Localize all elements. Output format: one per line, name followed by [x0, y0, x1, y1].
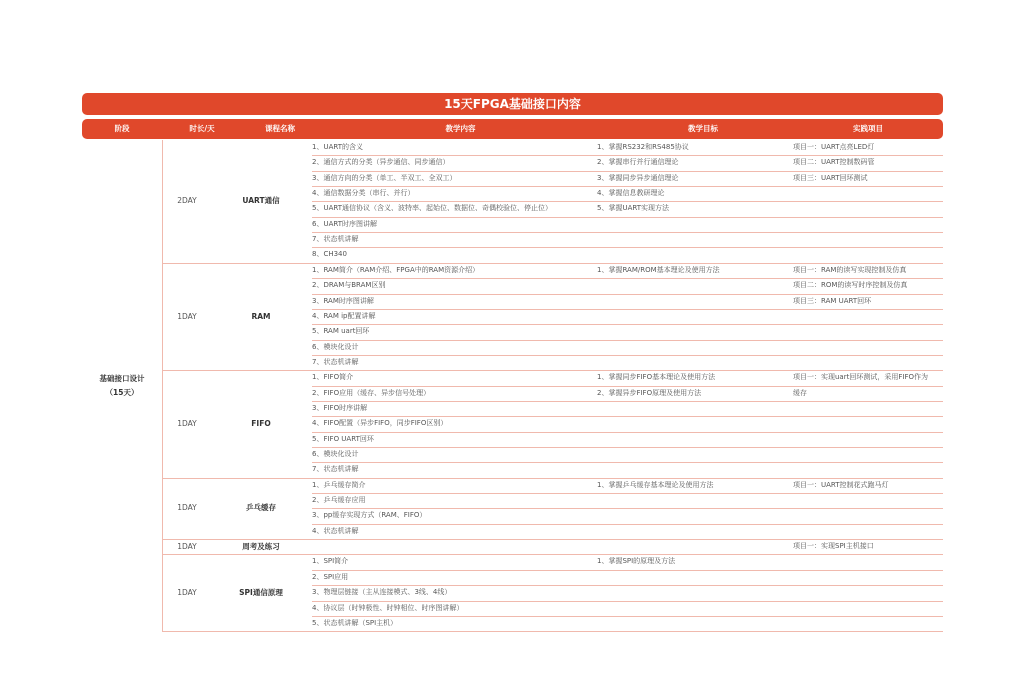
- goal-cell: [597, 493, 789, 508]
- goal-cell: 2、掌握串行并行通信理论: [597, 158, 679, 167]
- content-cell: 4、FIFO配置（异步FIFO，同步FIFO区别）: [312, 419, 448, 428]
- project-cell: [793, 416, 943, 431]
- project-cell: 项目一：实现SPI主机接口: [793, 542, 874, 551]
- goal-cell: [597, 217, 789, 232]
- goal-cell: [597, 447, 789, 462]
- header-stage: 阶段: [114, 124, 130, 133]
- content-cell: 8、CH340: [312, 250, 347, 259]
- goal-cell: [597, 508, 789, 523]
- goal-cell: [597, 278, 789, 293]
- content-cell: 6、模块化设计: [312, 342, 359, 351]
- duration-cell: 1DAY: [177, 311, 197, 321]
- project-cell: [793, 186, 943, 201]
- goal-cell: [597, 309, 789, 324]
- project-cell: [793, 309, 943, 324]
- course-name-cell: 周考及练习: [242, 541, 280, 551]
- project-cell: [793, 355, 943, 370]
- project-cell: 项目一：RAM的读写实现控制及仿真: [793, 265, 907, 274]
- content-cell: 4、通信数据分类（串行、并行）: [312, 189, 415, 198]
- project-cell: 项目一：UART控制花式跑马灯: [793, 480, 889, 489]
- course-name-cell: RAM: [251, 311, 271, 321]
- course-name-cell: UART通信: [242, 196, 280, 206]
- project-cell: [793, 247, 943, 262]
- goal-cell: 1、掌握RAM/ROM基本理论及使用方法: [597, 265, 720, 274]
- content-cell: 4、协议层（时钟极性、时钟相位、时序图讲解）: [312, 603, 464, 612]
- project-cell: [793, 340, 943, 355]
- goal-cell: [597, 601, 789, 616]
- project-cell: [793, 401, 943, 416]
- goal-cell: 1、掌握SPI的原理及方法: [597, 557, 676, 566]
- content-cell: 5、RAM uart回环: [312, 327, 370, 336]
- content-cell: 6、模块化设计: [312, 450, 359, 458]
- content-cell: 1、SPI简介: [312, 557, 349, 566]
- project-cell: [793, 232, 943, 247]
- project-cell: 项目三：UART回环测试: [793, 173, 868, 182]
- stage-days: （15天）: [105, 387, 139, 397]
- content-cell: 5、UART通信协议（含义、波特率、起始位、数据位、奇偶校验位、停止位）: [312, 204, 552, 213]
- project-cell: [793, 616, 943, 631]
- goal-cell: 1、掌握RS232和RS485协议: [597, 143, 689, 151]
- content-cell: 1、FIFO简介: [312, 373, 354, 382]
- project-cell: [793, 524, 943, 539]
- content-cell: 1、乒乓缓存简介: [312, 480, 366, 489]
- project-cell: [793, 201, 943, 216]
- goal-cell: [597, 355, 789, 370]
- project-cell: [793, 508, 943, 523]
- group-divider: [162, 631, 943, 632]
- content-cell: 2、通信方式的分类（异步通信、同步通信）: [312, 158, 450, 167]
- duration-cell: 1DAY: [177, 587, 197, 597]
- project-cell: [793, 462, 943, 477]
- project-cell: [793, 570, 943, 585]
- duration-cell: 1DAY: [177, 541, 197, 551]
- header-goal: 教学目标: [688, 124, 718, 133]
- header-project: 实践项目: [853, 124, 883, 133]
- goal-cell: 4、掌握信息教研理论: [597, 189, 665, 198]
- content-cell: 2、乒乓缓存应用: [312, 496, 366, 505]
- content-cell: 3、RAM时序图讲解: [312, 296, 374, 305]
- course-name-cell: 乒乓缓存: [246, 503, 276, 513]
- project-cell: 项目三：RAM UART回环: [793, 296, 872, 305]
- content-cell: 5、状态机讲解（SPI主机）: [312, 618, 398, 627]
- course-name-cell: SPI通信原理: [239, 587, 283, 597]
- content-cell: 1、UART的含义: [312, 143, 363, 151]
- content-cell: 4、状态机讲解: [312, 526, 359, 535]
- content-cell: 3、pp缓存实现方式（RAM、FIFO）: [312, 511, 427, 520]
- goal-cell: [597, 401, 789, 416]
- goal-cell: 5、掌握UART实现方法: [597, 204, 669, 213]
- content-cell: 3、物理层链接（主从连接模式、3线、4线）: [312, 588, 452, 597]
- duration-cell: 1DAY: [177, 418, 197, 428]
- project-cell: [793, 447, 943, 462]
- goal-cell: [597, 616, 789, 631]
- goal-cell: [597, 539, 789, 554]
- project-cell: [793, 324, 943, 339]
- goal-cell: 1、掌握同步FIFO基本理论及使用方法: [597, 373, 716, 382]
- content-cell: 7、状态机讲解: [312, 235, 359, 244]
- duration-cell: 2DAY: [177, 196, 197, 206]
- goal-cell: [597, 570, 789, 585]
- content-cell: 7、状态机讲解: [312, 465, 359, 474]
- goal-cell: [597, 294, 789, 309]
- document-title: 15天FPGA基础接口内容: [82, 93, 943, 115]
- project-cell: 项目二：ROM的读写时序控制及仿真: [793, 281, 908, 290]
- project-cell: [793, 217, 943, 232]
- content-cell: 4、RAM ip配置讲解: [312, 311, 376, 320]
- goal-cell: [597, 324, 789, 339]
- duration-cell: 1DAY: [177, 503, 197, 513]
- goal-cell: [597, 232, 789, 247]
- project-cell: 项目一：UART点亮LED灯: [793, 143, 875, 151]
- project-cell: [793, 554, 943, 569]
- project-cell: 缓存: [793, 388, 807, 397]
- content-cell: 3、通信方向的分类（单工、半双工、全双工）: [312, 173, 457, 182]
- goal-cell: [597, 247, 789, 262]
- content-cell: 2、FIFO应用（缓存、异步信号处理）: [312, 388, 431, 397]
- content-cell: 5、FIFO UART回环: [312, 434, 374, 443]
- header-content: 教学内容: [445, 124, 476, 133]
- header-duration: 时长/天: [189, 124, 215, 133]
- goal-cell: [597, 585, 789, 600]
- content-cell: 3、FIFO时序讲解: [312, 403, 368, 412]
- project-cell: 项目二：UART控制数码管: [793, 158, 875, 167]
- goal-cell: [597, 432, 789, 447]
- project-cell: [793, 432, 943, 447]
- content-cell: 1、RAM简介（RAM介绍、FPGA中的RAM资源介绍）: [312, 265, 480, 274]
- project-cell: [793, 493, 943, 508]
- content-cell: 2、SPI应用: [312, 572, 349, 581]
- stage-name: 基础接口设计: [99, 373, 145, 383]
- project-cell: 项目一：实现uart回环测试，采用FIFO作为: [793, 373, 928, 382]
- project-cell: [793, 601, 943, 616]
- content-cell: 7、状态机讲解: [312, 357, 359, 366]
- goal-cell: 2、掌握异步FIFO原理及使用方法: [597, 388, 702, 397]
- header-course: 课程名称: [265, 124, 295, 133]
- course-name-cell: FIFO: [251, 418, 271, 428]
- goal-cell: [597, 462, 789, 477]
- goal-cell: 1、掌握乒乓缓存基本理论及使用方法: [597, 480, 714, 489]
- project-cell: [793, 585, 943, 600]
- goal-cell: [597, 340, 789, 355]
- goal-cell: 3、掌握同步异步通信理论: [597, 173, 679, 182]
- goal-cell: [597, 416, 789, 431]
- goal-cell: [597, 524, 789, 539]
- content-cell: 6、UART时序图讲解: [312, 219, 377, 228]
- content-cell: [312, 539, 593, 554]
- content-cell: 2、DRAM与BRAM区别: [312, 281, 386, 290]
- stage-column-divider: [162, 140, 163, 631]
